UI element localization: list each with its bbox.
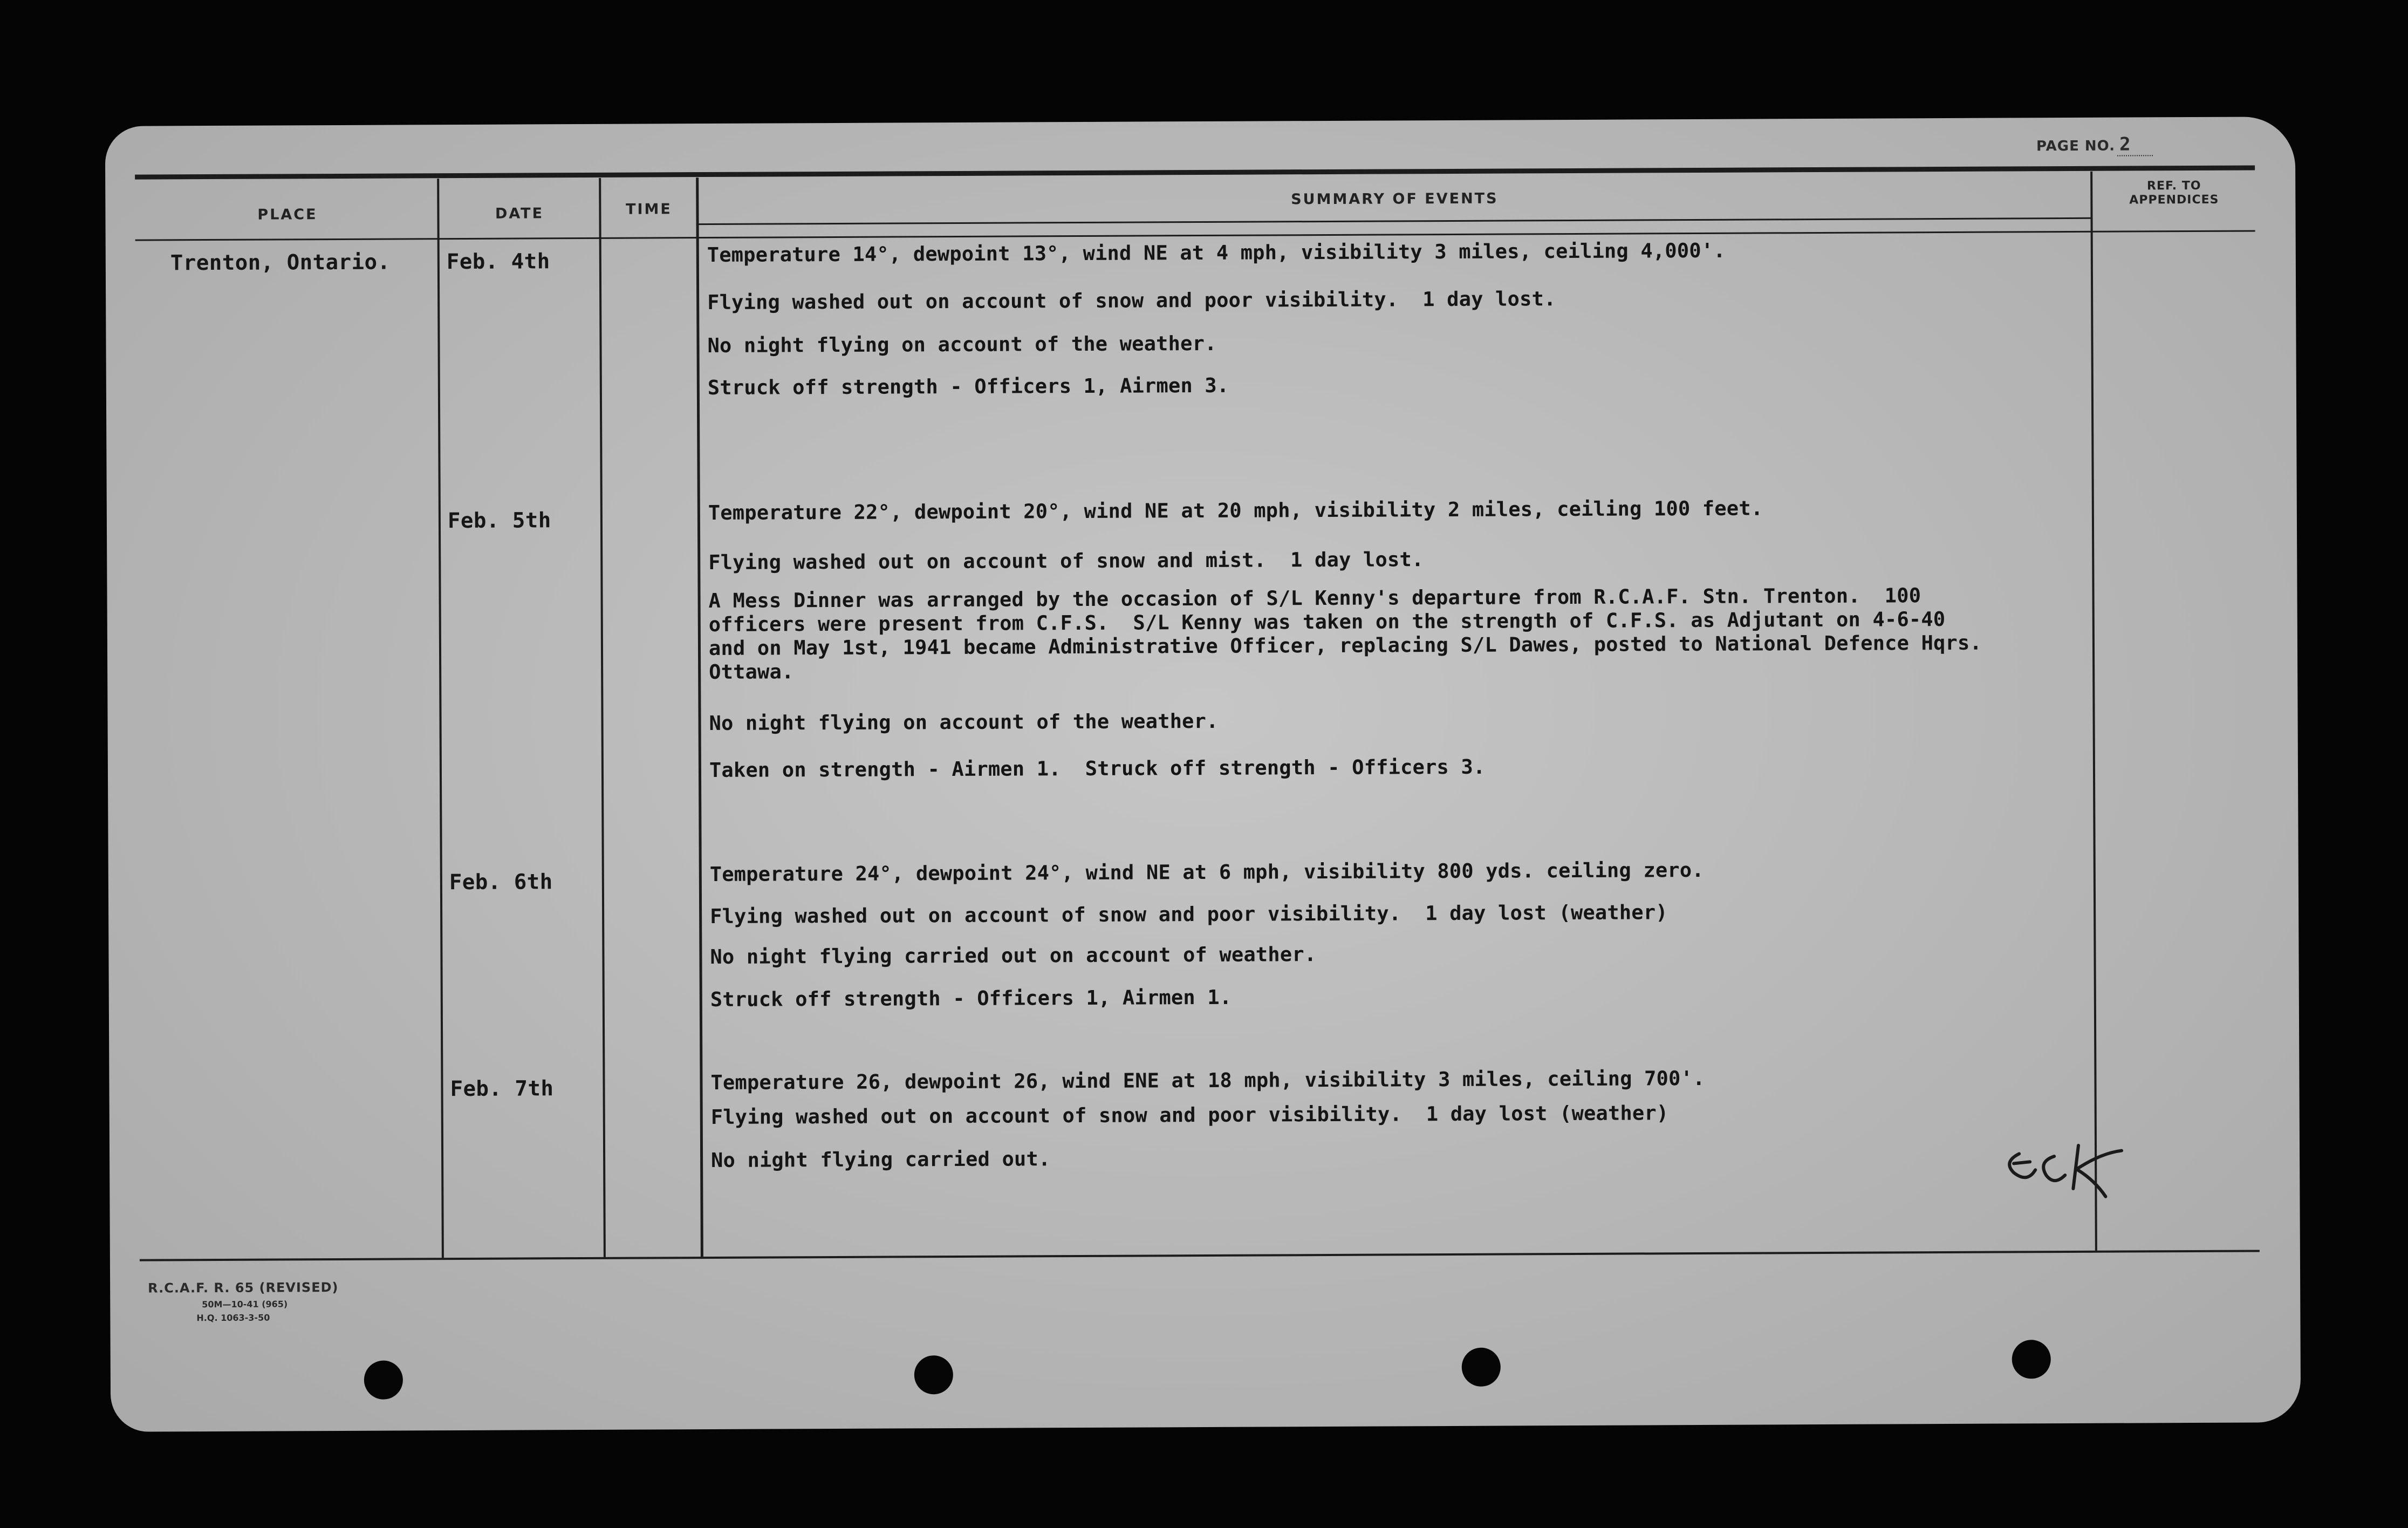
event-line: No night flying on account of the weather. (709, 709, 1219, 735)
form-hq-line: H.Q. 1063-3-50 (196, 1312, 270, 1324)
summary-column-rule (696, 178, 703, 1257)
event-paragraph: A Mess Dinner was arranged by the occasion of S/L Kenny's departure from R.C.A.F. Stn. Trenton. 100 officers were present from C.F.S. S/L Kenny was taken on the strength of C.F.S. as Adjutant on 4-6-40 and on May 1st, 1941 became Administrative Officer, replacing S/L Dawes, posted to National Defence Hqrs. Ottawa. (708, 584, 1982, 684)
punch-hole (914, 1355, 953, 1394)
event-line: Flying washed out on account of snow and poor visibility. 1 day lost (weather) (710, 901, 1668, 928)
time-column-rule (599, 178, 606, 1257)
event-line: No night flying carried out on account of weather. (710, 943, 1317, 968)
event-line: Flying washed out on account of snow and poor visibility. 1 day lost. (707, 287, 1556, 315)
event-line: No night flying carried out. (711, 1147, 1051, 1172)
event-line: Temperature 22°, dewpoint 20°, wind NE at 20 mph, visibility 2 miles, ceiling 100 feet. (708, 496, 1763, 524)
punch-hole (2012, 1340, 2051, 1379)
event-line: Struck off strength - Officers 1, Airmen 1. (710, 985, 1232, 1011)
page-number: 2 (2117, 133, 2153, 156)
event-line: Temperature 26, dewpoint 26, wind ENE at 18 mph, visibility 3 miles, ceiling 700'. (710, 1066, 1705, 1094)
summary-header-underline (696, 217, 2091, 225)
event-line: Flying washed out on account of snow and poor visibility. 1 day lost (weather) (710, 1101, 1669, 1129)
page-label: PAGE NO. (2036, 138, 2116, 155)
place-header: PLACE (257, 206, 318, 223)
ref-appendices-header: REF. TO APPENDICES (2129, 179, 2219, 207)
event-line: Temperature 14°, dewpoint 13°, wind NE at 4 mph, visibility 3 miles, ceiling 4,000'. (707, 238, 1726, 267)
event-line: Taken on strength - Airmen 1. Struck off strength - Officers 3. (709, 755, 1486, 782)
header-rule (135, 230, 2255, 241)
bottom-rule (140, 1250, 2260, 1261)
top-rule (135, 165, 2255, 179)
record-card (105, 117, 2301, 1432)
handwritten-initials (1997, 1131, 2138, 1213)
date-feb-6: Feb. 6th (449, 870, 553, 895)
place-value: Trenton, Ontario. (170, 250, 391, 276)
date-feb-4: Feb. 4th (446, 249, 550, 275)
date-feb-5: Feb. 5th (447, 508, 551, 534)
punch-hole (364, 1360, 403, 1399)
ref-column-rule (2090, 172, 2097, 1251)
event-line: Struck off strength - Officers 1, Airmen 3. (707, 373, 1229, 399)
event-line: Flying washed out on account of snow and mist. 1 day lost. (708, 548, 1424, 574)
date-feb-7: Feb. 7th (450, 1076, 554, 1102)
form-print-line: 50M—10-41 (965) (202, 1299, 288, 1310)
date-column-rule (437, 179, 444, 1258)
summary-header: SUMMARY OF EVENTS (1291, 190, 1499, 208)
date-header: DATE (495, 205, 544, 222)
event-line: Temperature 24°, dewpoint 24°, wind NE at 6 mph, visibility 800 yds. ceiling zero. (709, 858, 1704, 886)
punch-hole (1462, 1348, 1501, 1387)
time-header: TIME (625, 201, 672, 218)
event-line: No night flying on account of the weather. (707, 331, 1217, 357)
page-number-label (2036, 133, 2153, 155)
form-number: R.C.A.F. R. 65 (REVISED) (148, 1280, 339, 1296)
